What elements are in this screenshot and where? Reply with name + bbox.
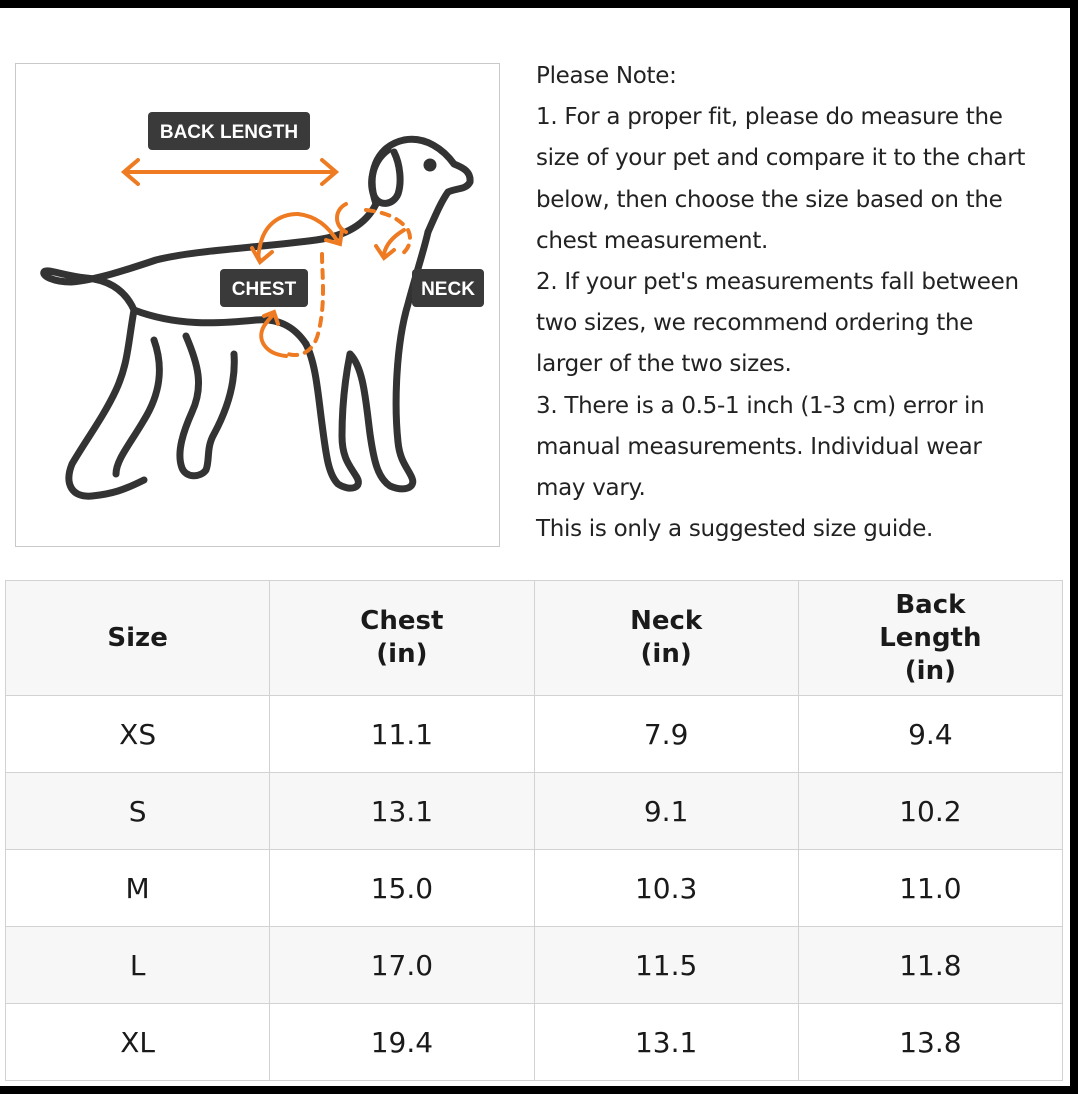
cell-size: XS [6, 696, 270, 773]
please-note-section [536, 56, 1066, 550]
dog-measurement-illustration [15, 63, 500, 547]
dog-diagram [16, 64, 501, 548]
cell-chest: 11.1 [270, 696, 534, 773]
note-line: This is only a suggested size guide. [536, 516, 934, 543]
table-row [6, 927, 1063, 1004]
note-line: 2. If your pet's measurements fall between [536, 269, 1019, 296]
svg-text:CHEST: CHEST [231, 279, 297, 300]
neck-label [412, 269, 484, 307]
back-length-label [148, 112, 310, 150]
cell-neck: 7.9 [534, 696, 798, 773]
note-title: Please Note: [536, 63, 677, 89]
cell-chest: 17.0 [270, 927, 534, 1004]
cell-chest: 19.4 [270, 1004, 534, 1081]
cell-back-length: 11.8 [798, 927, 1062, 1004]
svg-text:NECK: NECK [421, 279, 475, 300]
table-row [6, 1004, 1063, 1081]
size-guide-page [0, 8, 1070, 1086]
cell-neck: 9.1 [534, 773, 798, 850]
cell-neck: 10.3 [534, 850, 798, 927]
cell-chest: 15.0 [270, 850, 534, 927]
chest-label [220, 269, 308, 307]
note-line: size of your pet and compare it to the chart [536, 145, 1026, 172]
svg-text:BACK LENGTH: BACK LENGTH [159, 122, 299, 143]
note-line: chest measurement. [536, 227, 769, 254]
note-line: may vary. [536, 475, 646, 502]
cell-size: M [6, 850, 270, 927]
size-chart-table [5, 580, 1063, 1081]
cell-size: XL [6, 1004, 270, 1081]
note-line: below, then choose the size based on the [536, 186, 1003, 213]
cell-back-length: 13.8 [798, 1004, 1062, 1081]
cell-size: L [6, 927, 270, 1004]
cell-back-length: 10.2 [798, 773, 1062, 850]
table-row [6, 773, 1063, 850]
dog-outline-icon [44, 139, 470, 496]
back-length-arrow-icon [124, 160, 336, 184]
cell-size: S [6, 773, 270, 850]
cell-neck: 11.5 [534, 927, 798, 1004]
cell-back-length: 11.0 [798, 850, 1062, 927]
table-row [6, 696, 1063, 773]
cell-chest: 13.1 [270, 773, 534, 850]
header-size: Size [6, 581, 270, 696]
cell-back-length: 9.4 [798, 696, 1062, 773]
note-line: manual measurements. Individual wear [536, 433, 982, 460]
cell-neck: 13.1 [534, 1004, 798, 1081]
note-line: 1. For a proper fit, please do measure the [536, 104, 1003, 131]
table-header-row [6, 581, 1063, 696]
note-line: larger of the two sizes. [536, 351, 792, 378]
header-back-length: Back Length (in) [798, 581, 1062, 696]
header-chest: Chest (in) [270, 581, 534, 696]
header-neck: Neck (in) [534, 581, 798, 696]
table-row [6, 850, 1063, 927]
note-line: 3. There is a 0.5-1 inch (1-3 cm) error in [536, 392, 985, 419]
note-line: two sizes, we recommend ordering the [536, 310, 974, 337]
